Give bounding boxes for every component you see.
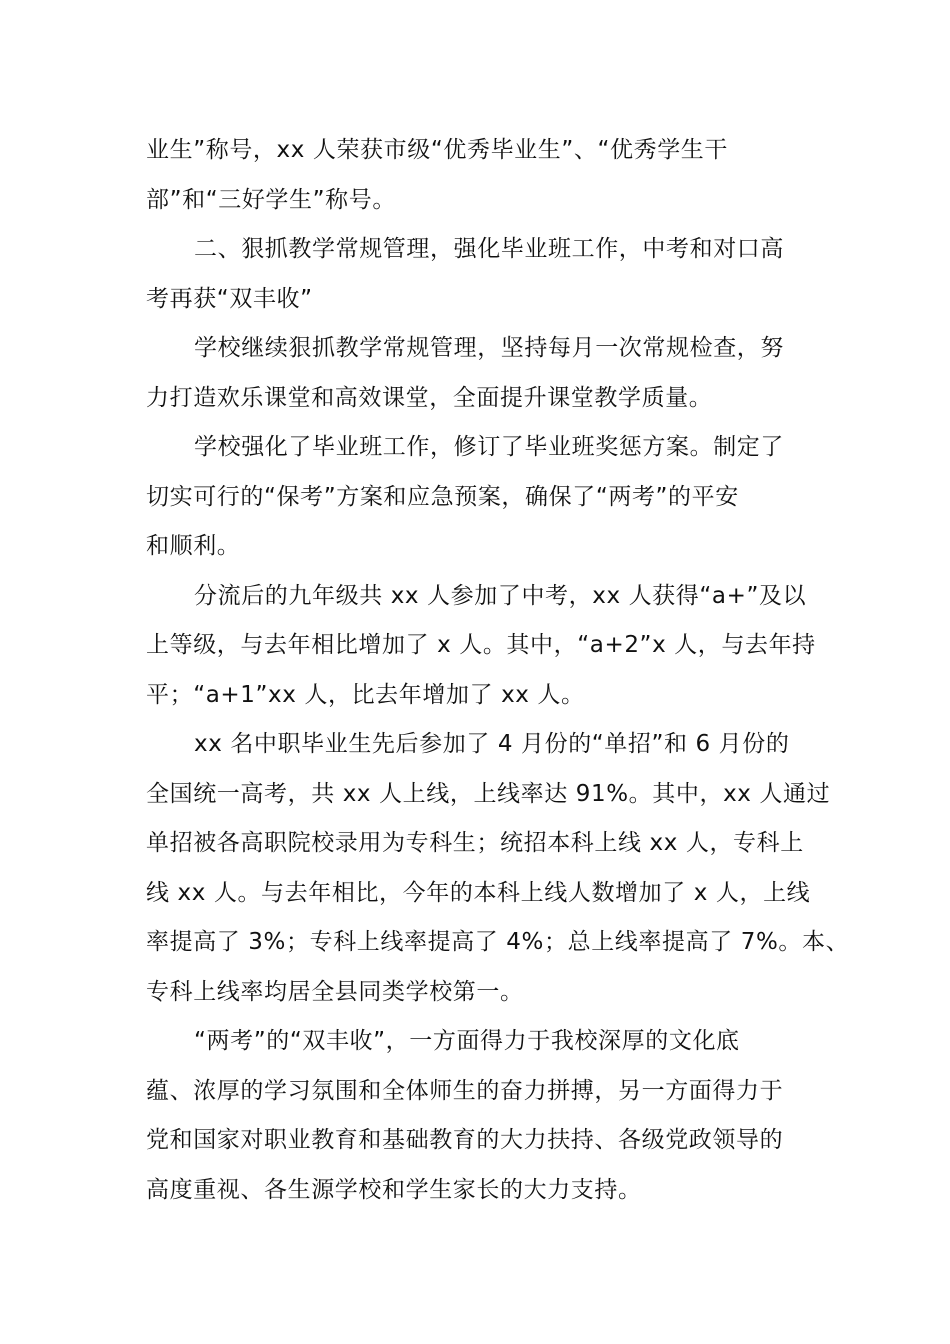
text-line-4: 考再获“双丰收” bbox=[146, 285, 313, 312]
section-heading-2: 二、狠抓教学常规管理，强化毕业班工作，中考和对口高 bbox=[194, 236, 784, 262]
text-line-22: 高度重视、各生源学校和学生家长的大力支持。 bbox=[146, 1176, 642, 1203]
text-line-8: 切实可行的“保考”方案和应急预案，确保了“两考”的平安 bbox=[146, 483, 739, 510]
text-line-15: 单招被各高职院校录用为专科生；统招本科上线 xx 人，专科上 bbox=[146, 830, 804, 856]
text-line-21: 党和国家对职业教育和基础教育的大力扶持、各级党政领导的 bbox=[146, 1127, 784, 1153]
text-line-6: 力打造欢乐课堂和高效课堂，全面提升课堂教学质量。 bbox=[146, 384, 713, 411]
text-line-16: 线 xx 人。与去年相比，今年的本科上线人数增加了 x 人，上线 bbox=[146, 879, 811, 906]
text-line-1: 业生”称号，xx 人荣获市级“优秀毕业生”、“优秀学生干 bbox=[146, 137, 728, 163]
text-line-13: xx 名中职毕业生先后参加了 4 月份的“单招”和 6 月份的 bbox=[194, 731, 790, 757]
text-line-10: 分流后的九年级共 xx 人参加了中考，xx 人获得“a+”及以 bbox=[194, 582, 807, 609]
text-line-14: 全国统一高考，共 xx 人上线，上线率达 91%。其中，xx 人通过 bbox=[146, 780, 831, 807]
text-line-18: 专科上线率均居全县同类学校第一。 bbox=[146, 978, 524, 1005]
document-body bbox=[146, 126, 850, 1215]
text-line-7: 学校强化了毕业班工作，修订了毕业班奖惩方案。制定了 bbox=[194, 434, 784, 460]
text-line-20: 蕴、浓厚的学习氛围和全体师生的奋力拼搏，另一方面得力于 bbox=[146, 1077, 784, 1104]
text-line-12: 平；“a+1”xx 人，比去年增加了 xx 人。 bbox=[146, 681, 585, 708]
text-line-2: 部”和“三好学生”称号。 bbox=[146, 186, 396, 213]
text-line-9: 和顺利。 bbox=[146, 533, 241, 559]
text-line-11: 上等级，与去年相比增加了 x 人。其中，“a+2”x 人，与去年持 bbox=[146, 632, 816, 658]
text-line-17: 率提高了 3%；专科上线率提高了 4%；总上线率提高了 7%。本、 bbox=[146, 929, 850, 955]
text-line-19: “两考”的“双丰收”，一方面得力于我校深厚的文化底 bbox=[194, 1028, 740, 1054]
text-line-5: 学校继续狠抓教学常规管理，坚持每月一次常规检查，努 bbox=[194, 335, 784, 361]
